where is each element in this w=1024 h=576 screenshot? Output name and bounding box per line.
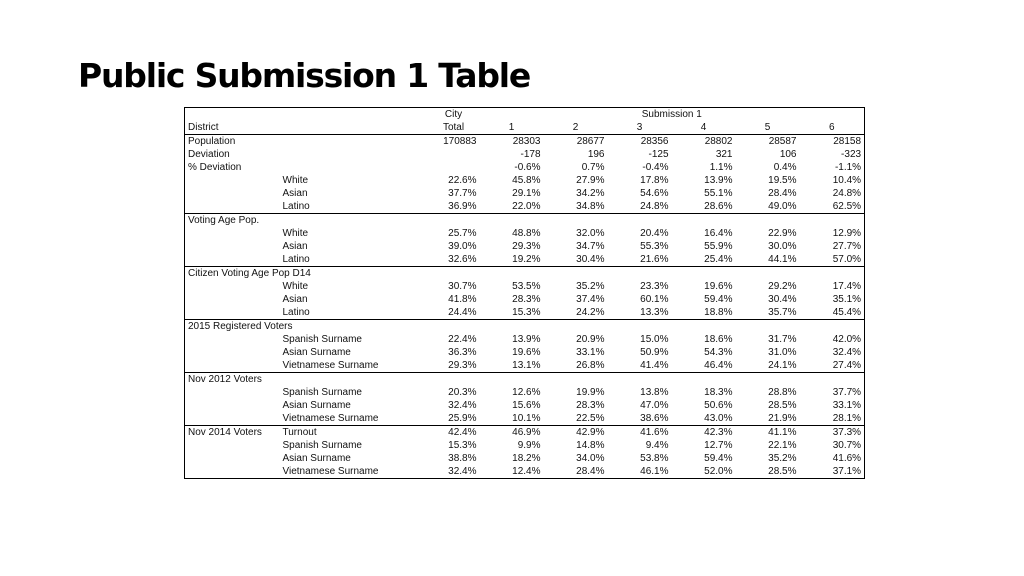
row-label (185, 280, 280, 293)
district-value-cell: 59.4% (704, 294, 733, 305)
column-header: 5 (764, 122, 771, 133)
district-value-cell: 22.0% (512, 201, 541, 212)
city-total-cell: 25.9% (448, 413, 477, 424)
district-value-cell: 17.4% (832, 281, 862, 292)
row-label (185, 359, 280, 373)
district-value-cell: -0.4% (642, 162, 669, 173)
table-row (185, 320, 865, 334)
district-value-cell: 18.6% (704, 334, 733, 345)
district-value-cell: 28158 (800, 135, 865, 149)
table-row (185, 227, 865, 240)
table-row (185, 306, 865, 320)
row-label (185, 200, 280, 214)
table-row (185, 333, 865, 346)
district-value-cell: 15.6% (512, 400, 541, 411)
district-value-cell: 19.6% (704, 281, 733, 292)
table-row (185, 386, 865, 399)
district-value-cell: 49.0% (768, 201, 797, 212)
district-value-cell: 26.8% (576, 360, 605, 371)
district-value-cell: 12.4% (512, 466, 541, 477)
district-value-cell: 16.4% (704, 228, 733, 239)
district-value-cell (736, 320, 800, 334)
district-value-cell: 19.6% (512, 347, 541, 358)
row-sublabel: Asian Surname (282, 347, 351, 358)
district-value-cell: 21.6% (640, 254, 669, 265)
district-value-cell: 46.1% (640, 466, 669, 477)
district-value-cell (800, 320, 865, 334)
district-value-cell: -1.1% (834, 162, 862, 173)
district-value-cell: 1.1% (709, 162, 733, 173)
district-value-cell (800, 373, 865, 387)
district-value-cell: 22.1% (768, 440, 797, 451)
district-value-cell: 25.4% (704, 254, 733, 265)
district-value-cell: 35.1% (832, 294, 862, 305)
city-total-cell: 38.8% (448, 453, 477, 464)
slide-title: Public Submission 1 Table (78, 56, 531, 95)
district-value-cell (544, 267, 608, 281)
row-label (185, 227, 280, 240)
row-sublabel: Latino (282, 307, 310, 318)
district-value-cell: 13.3% (640, 307, 669, 318)
city-total-cell (428, 148, 480, 161)
district-value-cell: -178 (520, 149, 541, 160)
submission-group-header: Submission 1 (641, 109, 702, 120)
city-total-cell: 32.4% (448, 400, 477, 411)
district-value-cell: 30.0% (768, 241, 797, 252)
district-value-cell: 24.8% (832, 188, 862, 199)
district-value-cell: 0.4% (773, 162, 797, 173)
row-label: Population (185, 135, 280, 149)
table-row (185, 280, 865, 293)
district-value-cell: 27.9% (576, 175, 605, 186)
district-value-cell: 55.9% (704, 241, 733, 252)
row-label (185, 439, 280, 452)
district-value-cell: 15.3% (512, 307, 541, 318)
district-value-cell: 28.3% (576, 400, 605, 411)
district-value-cell (480, 267, 544, 281)
district-value-cell: 22.9% (768, 228, 797, 239)
row-sublabel: White (282, 175, 309, 186)
district-value-cell: 37.7% (832, 387, 862, 398)
district-value-cell (480, 214, 544, 228)
city-total-cell: 22.6% (448, 175, 477, 186)
district-value-cell (608, 373, 672, 387)
district-value-cell (800, 214, 865, 228)
district-value-cell: 28.3% (512, 294, 541, 305)
district-value-cell: 30.7% (832, 440, 862, 451)
table-row (185, 399, 865, 412)
district-value-cell: 32.0% (576, 228, 605, 239)
row-sublabel: Turnout (280, 426, 428, 440)
district-value-cell: 17.8% (640, 175, 669, 186)
district-value-cell: 44.1% (768, 254, 797, 265)
city-total-cell: 22.4% (448, 334, 477, 345)
district-value-cell: 35.7% (768, 307, 797, 318)
district-value-cell: 54.3% (704, 347, 733, 358)
row-sublabel (280, 373, 428, 387)
district-value-cell (672, 214, 736, 228)
district-value-cell: 28587 (736, 135, 800, 149)
table-row (185, 135, 865, 149)
district-value-cell: 27.4% (832, 360, 862, 371)
city-total-cell: 15.3% (448, 440, 477, 451)
table-body (185, 135, 865, 479)
district-value-cell: 21.9% (768, 413, 797, 424)
district-value-cell: 53.5% (512, 281, 541, 292)
city-total-cell: 41.8% (448, 294, 477, 305)
table-row (185, 452, 865, 465)
district-value-cell: 20.9% (576, 334, 605, 345)
district-value-cell: 42.3% (672, 426, 736, 440)
district-value-cell: 45.8% (512, 175, 541, 186)
table-row (185, 412, 865, 426)
district-value-cell: 18.3% (704, 387, 733, 398)
table-row (185, 253, 865, 267)
district-value-cell: 10.1% (512, 413, 541, 424)
row-label: Citizen Voting Age Pop D14 (185, 267, 280, 281)
row-sublabel: Asian Surname (282, 400, 351, 411)
city-total-cell: 25.7% (448, 228, 477, 239)
district-value-cell: 27.7% (832, 241, 862, 252)
row-label (185, 333, 280, 346)
table-row (185, 373, 865, 387)
district-value-cell: 19.9% (576, 387, 605, 398)
district-value-cell: 41.4% (640, 360, 669, 371)
district-value-cell: 13.8% (640, 387, 669, 398)
district-value-cell: 321 (715, 149, 733, 160)
district-value-cell: 55.1% (704, 188, 733, 199)
district-value-cell (608, 214, 672, 228)
row-sublabel: Asian (282, 241, 308, 252)
district-value-cell: 43.0% (704, 413, 733, 424)
district-value-cell: 12.7% (704, 440, 733, 451)
district-value-cell: 12.9% (832, 228, 862, 239)
district-value-cell: 24.1% (768, 360, 797, 371)
district-value-cell: 28.4% (768, 188, 797, 199)
district-value-cell (736, 373, 800, 387)
row-sublabel: Vietnamese Surname (282, 360, 379, 371)
district-value-cell: 18.2% (512, 453, 541, 464)
district-value-cell: 28.8% (768, 387, 797, 398)
district-value-cell: 28.1% (832, 413, 862, 424)
row-sublabel: Spanish Surname (282, 440, 362, 451)
row-label: Voting Age Pop. (185, 214, 280, 228)
row-sublabel: Asian (282, 188, 308, 199)
city-total-cell: 29.3% (448, 360, 477, 371)
city-total-cell: 20.3% (448, 387, 477, 398)
column-header: 2 (572, 122, 579, 133)
city-total-cell: 32.6% (448, 254, 477, 265)
city-total-cell: 32.4% (448, 466, 477, 477)
row-label (185, 253, 280, 267)
district-value-cell: -323 (841, 149, 862, 160)
district-value-cell: 57.0% (832, 254, 862, 265)
district-value-cell: 33.1% (832, 400, 862, 411)
city-total-cell: 37.7% (448, 188, 477, 199)
district-value-cell (736, 267, 800, 281)
district-value-cell (480, 320, 544, 334)
district-value-cell: 42.9% (544, 426, 608, 440)
district-value-cell: 10.4% (832, 175, 862, 186)
district-value-cell: 12.6% (512, 387, 541, 398)
district-value-cell: 31.0% (768, 347, 797, 358)
row-sublabel (280, 148, 428, 161)
district-value-cell: 22.5% (576, 413, 605, 424)
table-row (185, 439, 865, 452)
header-row-2 (185, 121, 865, 135)
district-value-cell: 41.6% (608, 426, 672, 440)
district-value-cell (544, 214, 608, 228)
district-value-cell: 34.7% (576, 241, 605, 252)
table-row (185, 214, 865, 228)
district-value-cell: 29.2% (768, 281, 797, 292)
city-total-cell (428, 214, 480, 228)
district-value-cell: 18.8% (704, 307, 733, 318)
table-row (185, 174, 865, 187)
column-header: 6 (829, 122, 835, 133)
demographics-table (184, 107, 865, 479)
city-total-cell: 30.7% (448, 281, 477, 292)
row-sublabel: Vietnamese Surname (282, 413, 379, 424)
row-sublabel: Latino (282, 201, 310, 212)
district-value-cell (800, 267, 865, 281)
district-value-cell: 62.5% (832, 201, 862, 212)
table-row (185, 359, 865, 373)
district-value-cell: 53.8% (640, 453, 669, 464)
row-sublabel: Spanish Surname (282, 334, 362, 345)
district-value-cell: 13.9% (704, 175, 733, 186)
district-value-cell: 46.9% (480, 426, 544, 440)
district-value-cell: 29.1% (512, 188, 541, 199)
district-value-cell: 28.5% (768, 466, 797, 477)
city-total-cell (428, 320, 480, 334)
table-row (185, 293, 865, 306)
district-value-cell: 37.4% (576, 294, 605, 305)
city-header-line2: Total (442, 122, 465, 133)
district-value-cell: 35.2% (576, 281, 605, 292)
row-label: % Deviation (188, 162, 242, 173)
row-sublabel (280, 214, 428, 228)
district-value-cell (608, 267, 672, 281)
district-value-cell: 9.9% (517, 440, 541, 451)
district-value-cell: 30.4% (768, 294, 797, 305)
city-total-cell (428, 373, 480, 387)
city-total-cell (428, 267, 480, 281)
column-header: 3 (636, 122, 643, 133)
district-value-cell: 37.1% (832, 466, 862, 477)
row-label: Nov 2012 Voters (185, 373, 280, 387)
row-sublabel (280, 135, 428, 149)
district-value-cell: 33.1% (576, 347, 605, 358)
row-label (185, 187, 280, 200)
district-value-cell: 28.5% (768, 400, 797, 411)
district-value-cell: 60.1% (640, 294, 669, 305)
row-sublabel (280, 161, 428, 174)
table-row (185, 465, 865, 479)
city-total-cell: 42.4% (428, 426, 480, 440)
district-value-cell: 34.0% (576, 453, 605, 464)
district-value-cell: 23.3% (640, 281, 669, 292)
district-value-cell: 28356 (608, 135, 672, 149)
district-value-cell: 42.0% (832, 334, 862, 345)
table-row (185, 426, 865, 440)
district-value-cell: 28.4% (576, 466, 605, 477)
district-value-cell (544, 373, 608, 387)
district-value-cell (672, 373, 736, 387)
row-label (185, 386, 280, 399)
table-row (185, 240, 865, 253)
header-row-1 (185, 108, 865, 122)
row-label: Nov 2014 Voters (185, 426, 280, 440)
table-row (185, 161, 865, 174)
row-sublabel: Vietnamese Surname (282, 466, 379, 477)
district-value-cell: 59.4% (704, 453, 733, 464)
city-header-line1: City (444, 109, 463, 120)
row-label (185, 240, 280, 253)
row-label (185, 346, 280, 359)
table-row (185, 187, 865, 200)
district-value-cell: 24.2% (576, 307, 605, 318)
district-header: District (188, 122, 219, 133)
city-total-cell: 24.4% (448, 307, 477, 318)
city-total-cell: 36.3% (448, 347, 477, 358)
row-label: Deviation (188, 149, 230, 160)
row-label (185, 412, 280, 426)
city-total-cell (428, 161, 480, 174)
district-value-cell: 28802 (672, 135, 736, 149)
district-value-cell: 28.6% (704, 201, 733, 212)
district-value-cell: 52.0% (704, 466, 733, 477)
district-value-cell: 45.4% (832, 307, 862, 318)
district-value-cell: 13.1% (512, 360, 541, 371)
district-value-cell: 47.0% (640, 400, 669, 411)
district-value-cell: 14.8% (576, 440, 605, 451)
row-label: 2015 Registered Voters (185, 320, 280, 334)
district-value-cell: 106 (779, 149, 797, 160)
row-sublabel: Latino (282, 254, 310, 265)
district-value-cell: 24.8% (640, 201, 669, 212)
row-sublabel: Asian (282, 294, 308, 305)
district-value-cell (544, 320, 608, 334)
district-value-cell: 34.2% (576, 188, 605, 199)
row-label (185, 399, 280, 412)
district-value-cell: 19.5% (768, 175, 797, 186)
district-value-cell: 41.6% (832, 453, 862, 464)
district-value-cell: 32.4% (832, 347, 862, 358)
district-value-cell: 28677 (544, 135, 608, 149)
district-value-cell: 29.3% (512, 241, 541, 252)
district-value-cell (672, 267, 736, 281)
district-value-cell: 55.3% (640, 241, 669, 252)
district-value-cell: 35.2% (768, 453, 797, 464)
row-label (185, 293, 280, 306)
district-value-cell: 0.7% (581, 162, 605, 173)
district-value-cell: 19.2% (512, 254, 541, 265)
row-sublabel: Spanish Surname (282, 387, 362, 398)
district-value-cell: 48.8% (512, 228, 541, 239)
district-value-cell: -125 (648, 149, 669, 160)
row-label (185, 306, 280, 320)
district-value-cell: 15.0% (640, 334, 669, 345)
district-value-cell: 28303 (480, 135, 544, 149)
city-total-cell: 170883 (428, 135, 480, 149)
row-sublabel (280, 320, 428, 334)
district-value-cell: 37.3% (800, 426, 865, 440)
district-value-cell: 13.9% (512, 334, 541, 345)
city-total-cell: 39.0% (448, 241, 477, 252)
table-row (185, 200, 865, 214)
district-value-cell: 196 (587, 149, 605, 160)
row-sublabel: Asian Surname (282, 453, 351, 464)
column-header: 4 (700, 122, 707, 133)
district-value-cell: 30.4% (576, 254, 605, 265)
district-value-cell: 50.6% (704, 400, 733, 411)
district-value-cell: 41.1% (736, 426, 800, 440)
district-value-cell (608, 320, 672, 334)
district-value-cell: 54.6% (640, 188, 669, 199)
district-value-cell: 34.8% (576, 201, 605, 212)
district-value-cell (480, 373, 544, 387)
district-value-cell (736, 214, 800, 228)
district-value-cell: 31.7% (768, 334, 797, 345)
table-row (185, 346, 865, 359)
district-value-cell: -0.6% (514, 162, 541, 173)
column-header: 1 (508, 122, 515, 133)
row-label (185, 452, 280, 465)
row-sublabel: White (282, 281, 309, 292)
city-total-cell: 36.9% (448, 201, 477, 212)
district-value-cell (672, 320, 736, 334)
row-label (185, 465, 280, 479)
table-row (185, 148, 865, 161)
district-value-cell: 20.4% (640, 228, 669, 239)
row-sublabel: White (282, 228, 309, 239)
district-value-cell: 50.9% (640, 347, 669, 358)
district-value-cell: 46.4% (704, 360, 733, 371)
table-row (185, 267, 865, 281)
district-value-cell: 38.6% (640, 413, 669, 424)
district-value-cell: 9.4% (645, 440, 669, 451)
row-label (185, 174, 280, 187)
